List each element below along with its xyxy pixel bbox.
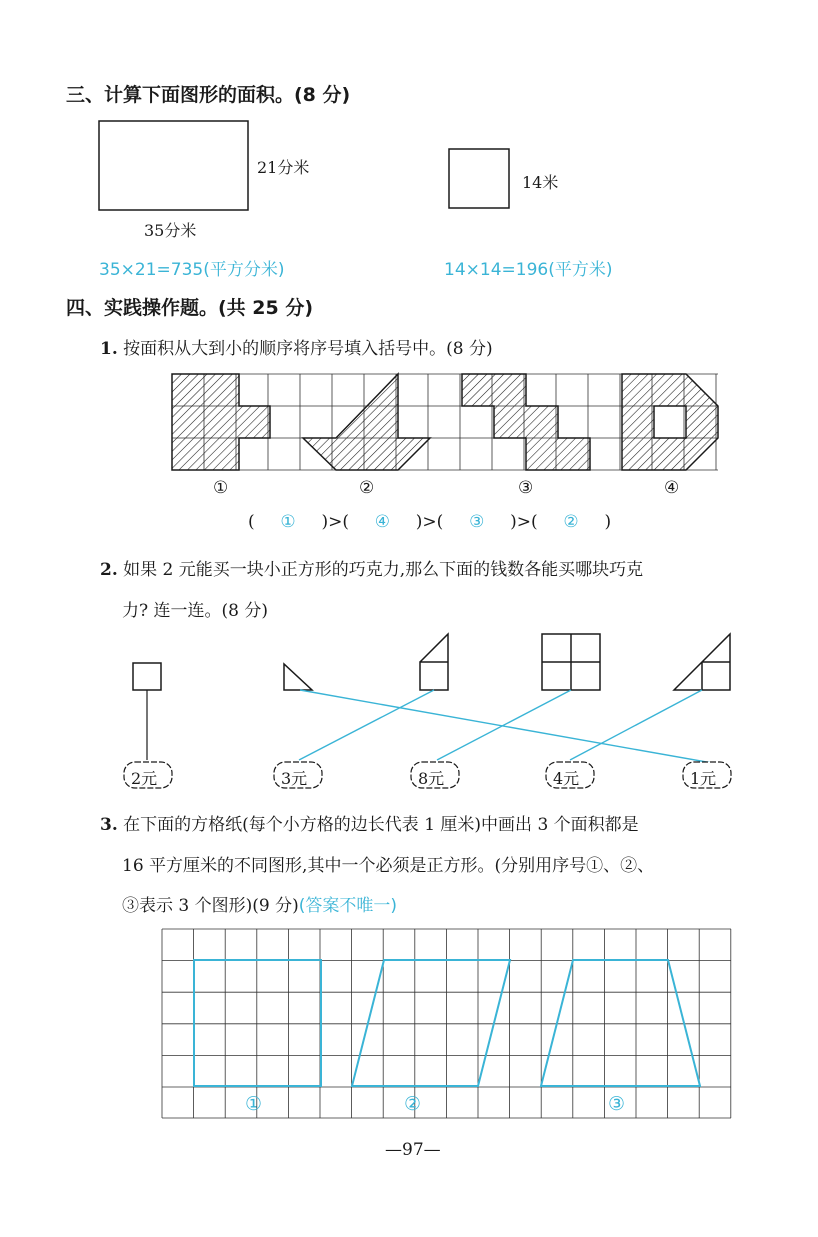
price-4yuan: 4元 (553, 769, 580, 788)
shape4-label: ④ (664, 478, 680, 498)
q3-text-line1 (100, 810, 639, 835)
answer-line-four-8yuan (437, 690, 571, 760)
shape1-hatched (172, 374, 270, 470)
chocolate-square-triangle (420, 634, 448, 690)
paren-open: ( (248, 512, 255, 532)
rect-height-label: 21分米 (257, 158, 310, 177)
q1-answer-2: ④ (374, 512, 390, 532)
q3-label-1: ① (245, 1093, 263, 1115)
q1-sep-1: )>( (321, 512, 349, 532)
shape3-label: ③ (518, 478, 534, 498)
q2-prompt-2: 力? 连一连。(8 分) (122, 601, 269, 621)
section4-heading: 四、实践操作题。(共 25 分) (66, 297, 314, 319)
q1-sep-2: )>( (415, 512, 444, 532)
section3-heading: 三、计算下面图形的面积。(8 分) (66, 84, 351, 106)
q3-prompt-3: ③表示 3 个图形)(9 分) (122, 896, 299, 916)
chocolate-square-two-triangles (674, 634, 730, 690)
q1-answer-3: ③ (469, 512, 485, 532)
q1-sep-3: )>( (510, 512, 538, 532)
q2-number: 2. (100, 560, 118, 580)
page-number: —97— (385, 1140, 441, 1160)
price-3yuan: 3元 (281, 769, 308, 788)
q1-answer-row (248, 512, 611, 532)
chocolate-triangle (284, 664, 312, 690)
q2-text-line1 (100, 555, 643, 580)
shape2-label: ② (359, 478, 375, 498)
answer-square-shape (194, 960, 321, 1086)
shape4-hatched (622, 374, 718, 470)
square-shape (449, 149, 509, 208)
answer-parallelogram-shape (352, 960, 510, 1086)
q2-prompt-1: 如果 2 元能买一块小正方形的巧克力,那么下面的钱数各能买哪块巧克 (123, 560, 644, 580)
q3-note: (答案不唯一) (298, 896, 398, 916)
q1-prompt: 按面积从大到小的顺序将序号填入括号中。(8 分) (123, 339, 493, 359)
q3-prompt-1: 在下面的方格纸(每个小方格的边长代表 1 厘米)中画出 3 个面积都是 (123, 815, 639, 835)
price-8yuan: 8元 (418, 769, 445, 788)
rect-width-label: 35分米 (144, 221, 197, 240)
price-2yuan: 2元 (131, 769, 158, 788)
answer-square-area: 14×14=196(平方米) (444, 260, 613, 280)
answer-rect-area: 35×21=735(平方分米) (99, 260, 285, 280)
q1-text (100, 334, 493, 359)
q1-number: 1. (100, 339, 118, 359)
answer-line-st-3yuan (299, 690, 434, 760)
section3-shapes (0, 0, 818, 250)
rectangle-shape (99, 121, 248, 210)
q3-text-line3 (122, 891, 397, 916)
q3-prompt-2: 16 平方厘米的不同图形,其中一个必须是正方形。(分别用序号①、②、 (122, 856, 655, 876)
q3-number: 3. (100, 815, 118, 835)
shape2-hatched (303, 374, 430, 470)
shape1-label: ① (213, 478, 229, 498)
q3-grid (162, 929, 731, 1118)
price-1yuan: 1元 (690, 769, 717, 788)
q1-grid-figure (0, 360, 818, 500)
q3-label-3: ③ (608, 1093, 626, 1115)
answer-trapezoid-shape (541, 960, 700, 1086)
q1-answer-4: ② (563, 512, 579, 532)
paren-close: ) (604, 512, 612, 532)
square-side-label: 14米 (522, 173, 559, 192)
q1-answer-1: ① (280, 512, 296, 532)
shape3-hatched (462, 374, 590, 470)
answer-line-triangle-1yuan (300, 690, 712, 763)
q3-label-2: ② (404, 1093, 422, 1115)
chocolate-small-square (133, 663, 161, 690)
